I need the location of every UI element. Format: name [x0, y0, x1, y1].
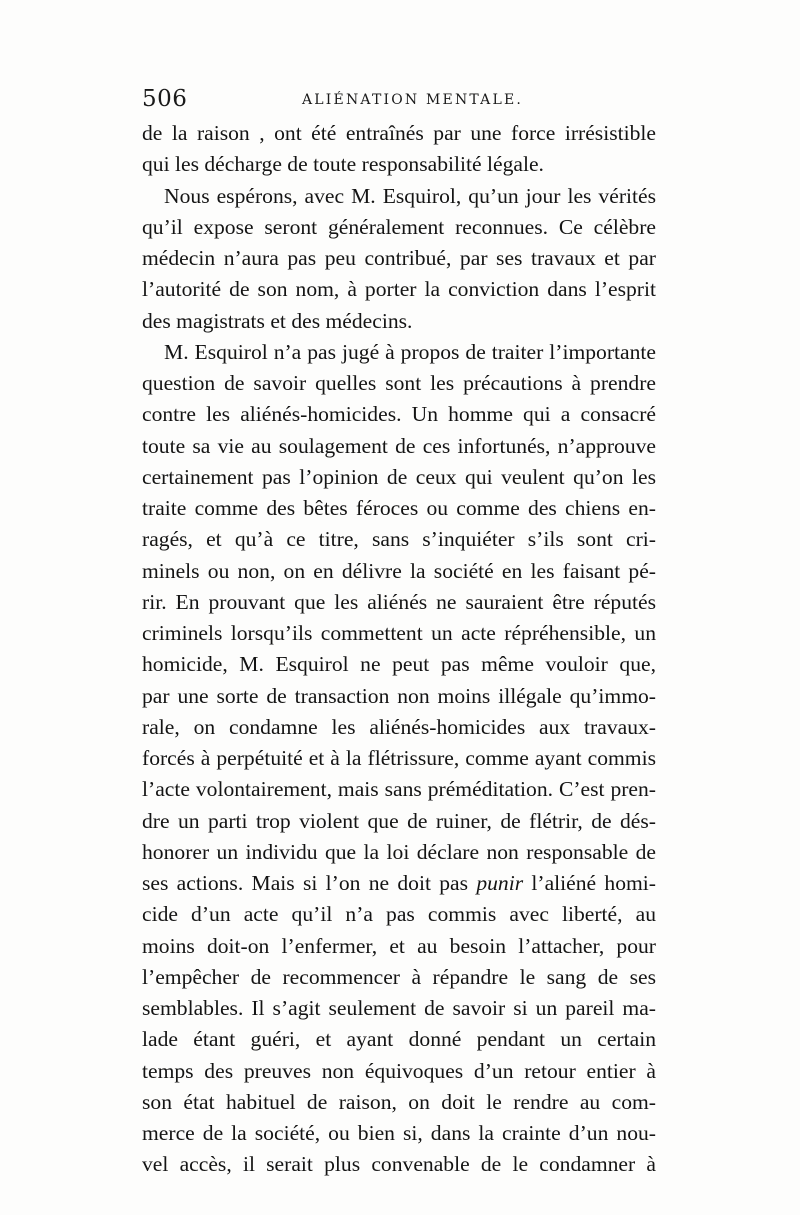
text-line: Nous espérons, avec M. Esquirol, qu’un jour les vérités: [164, 183, 656, 208]
running-title: ALIÉNATION MENTALE.: [302, 92, 524, 108]
text-line: qu’il expose seront généralement reconnues. Ce célèbre: [142, 214, 656, 239]
text-line: vel accès, il serait plus convenable de le condamner à: [142, 1152, 656, 1177]
text-line: minels ou non, on en délivre la société en les faisant pé-: [142, 558, 656, 583]
text-line: l’autorité de son nom, à porter la conviction dans l’esprit: [142, 277, 656, 302]
text-line: rir. En prouvant que les aliénés ne sauraient être réputés: [142, 589, 656, 614]
running-head: [142, 86, 660, 116]
text-line: cide d’un acte qu’il n’a pas commis avec liberté, au: [142, 902, 656, 927]
text-line: lade étant guéri, et ayant donné pendant un certain: [142, 1027, 656, 1052]
text-line: question de savoir quelles sont les précautions à prendre: [142, 371, 656, 395]
page-number: 506: [142, 86, 188, 112]
text-line: l’acte volontairement, mais sans préméditation. C’est pren-: [142, 777, 656, 802]
text-line: certainement pas l’opinion de ceux qui veulent qu’on les: [142, 464, 656, 489]
text-line: M. Esquirol n’a pas jugé à propos de traiter l’importante: [164, 339, 656, 364]
text-line: toute sa vie au soulagement de ces infortunés, n’approuve: [142, 433, 656, 458]
text-line: forcés à perpétuité et à la flétrissure, comme ayant commis: [142, 746, 656, 770]
text-line: des magistrats et des médecins.: [142, 308, 413, 333]
paragraph: [142, 118, 656, 181]
text-line: dre un parti trop violent que de ruiner, de flétrir, de dés-: [142, 808, 656, 833]
text-line: semblables. Il s’agit seulement de savoir si un pareil ma-: [142, 996, 656, 1020]
text-line: qui les décharge de toute responsabilité légale.: [142, 152, 544, 177]
body-text: [142, 118, 656, 1181]
italic-word: punir: [476, 871, 524, 895]
text-line: l’empêcher de recommencer à répandre le sang de ses: [142, 964, 656, 989]
text-line: honorer un individu que la loi déclare non responsable de: [142, 839, 656, 864]
text-line: criminels lorsqu’ils commettent un acte répréhensible, un: [142, 621, 656, 645]
text-line: merce de la société, ou bien si, dans la crainte d’un nou-: [142, 1121, 656, 1145]
text-line: rale, on condamne les aliénés-homicides aux travaux-: [142, 714, 656, 739]
text-line: contre les aliénés-homicides. Un homme qui a consacré: [142, 402, 656, 427]
paragraph: [142, 181, 656, 337]
text-line: traite comme des bêtes féroces ou comme des chiens en-: [142, 496, 656, 520]
text-line: homicide, M. Esquirol ne peut pas même vouloir que,: [142, 652, 656, 677]
text-line: son état habituel de raison, on doit le rendre au com-: [142, 1089, 656, 1114]
paragraph: [142, 337, 656, 1181]
text-line: ragés, et qu’à ce titre, sans s’inquiéter s’ils sont cri-: [142, 527, 656, 552]
text-line: de la raison , ont été entraînés par une force irrésistible: [142, 121, 656, 145]
text-line: moins doit-on l’enfermer, et au besoin l’attacher, pour: [142, 933, 656, 958]
text-line: par une sorte de transaction non moins illégale qu’immo-: [142, 683, 656, 708]
text-line: temps des preuves non équivoques d’un retour entier à: [142, 1058, 656, 1083]
text-line: médecin n’aura pas peu contribué, par ses travaux et par: [142, 246, 656, 270]
text-line: ses actions. Mais si l’on ne doit pas punir l’aliéné homi-: [142, 871, 656, 895]
